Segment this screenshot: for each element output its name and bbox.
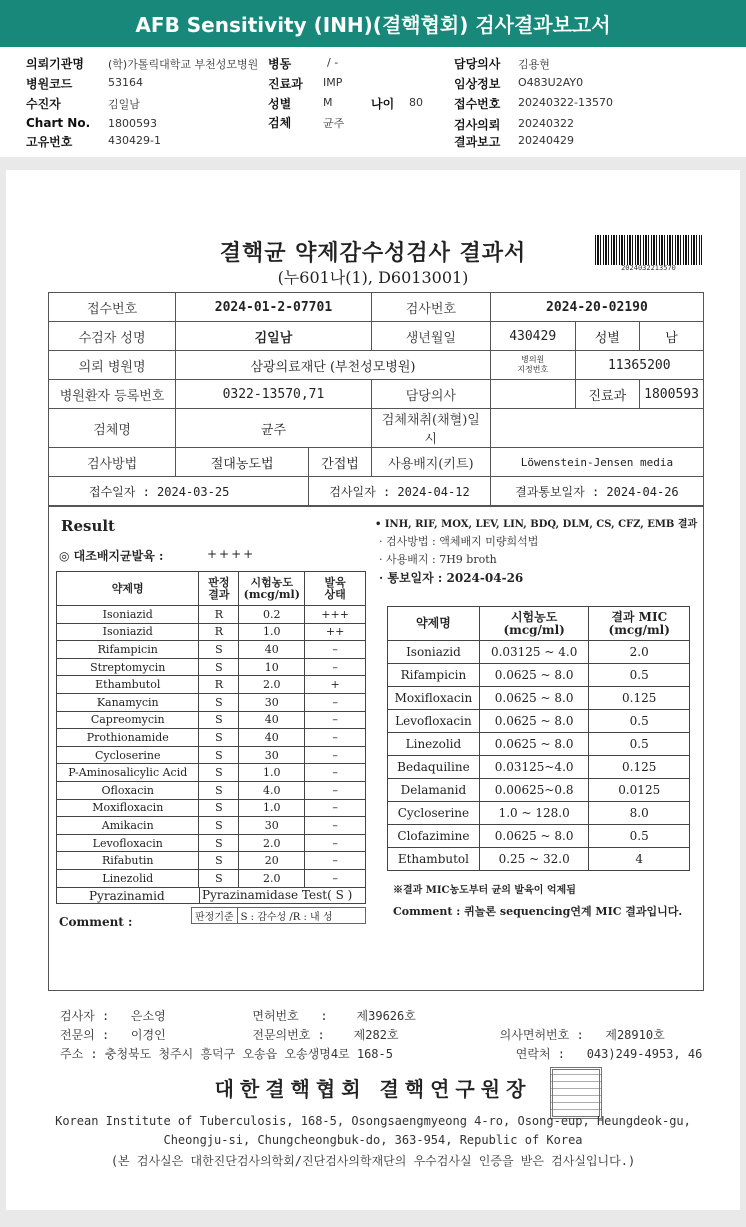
growth-status: – bbox=[305, 658, 366, 676]
header-value: (학)가톨릭대학교 부천성모병원 bbox=[108, 58, 259, 71]
hospital-name: 삼광의료재단 (부천성모병원) bbox=[176, 351, 491, 380]
header-value: 20240429 bbox=[518, 134, 574, 147]
drug-name: Amikacin bbox=[57, 817, 199, 835]
drug-row bbox=[57, 606, 366, 624]
mic-value: 2.0 bbox=[589, 641, 690, 664]
drug-name: Isoniazid bbox=[57, 606, 199, 624]
control-growth-label: ◎ 대조배지균발육 : bbox=[59, 549, 164, 563]
mic-row bbox=[388, 848, 690, 871]
drug-row bbox=[57, 746, 366, 764]
mic-value: 0.0125 bbox=[589, 779, 690, 802]
mic-medium: · 사용배지 : 7H9 broth bbox=[379, 553, 497, 566]
department-value: 1800593 bbox=[640, 380, 704, 409]
info-label: 병의원 지정번호 bbox=[490, 351, 575, 380]
drug-row bbox=[57, 658, 366, 676]
growth-status: ++ bbox=[305, 623, 366, 641]
mic-row bbox=[388, 779, 690, 802]
criteria-text: S : 감수성 /R : 내 성 bbox=[240, 912, 333, 923]
header-value: M bbox=[323, 96, 333, 109]
column-header: 판정 결과 bbox=[199, 572, 239, 606]
mic-value: 4 bbox=[589, 848, 690, 871]
criteria-box bbox=[191, 907, 366, 924]
doctor-value bbox=[490, 380, 575, 409]
drug-name: Moxifloxacin bbox=[388, 687, 480, 710]
judgement: S bbox=[199, 711, 239, 729]
drug-row bbox=[57, 869, 366, 887]
growth-status: – bbox=[305, 746, 366, 764]
header-label: 수진자 bbox=[26, 97, 61, 111]
drug-row bbox=[57, 676, 366, 694]
medium-value: Löwenstein-Jensen media bbox=[490, 448, 703, 477]
test-concentration: 30 bbox=[239, 693, 305, 711]
growth-status: – bbox=[305, 817, 366, 835]
info-label: 접수번호 bbox=[49, 293, 176, 322]
drug-name: Clofazimine bbox=[388, 825, 480, 848]
info-label: 의뢰 병원명 bbox=[49, 351, 176, 380]
mic-row bbox=[388, 664, 690, 687]
test-range: 0.00625~0.8 bbox=[479, 779, 589, 802]
judgement: S bbox=[199, 729, 239, 747]
header-label: 의뢰기관명 bbox=[26, 57, 84, 71]
judgement: S bbox=[199, 781, 239, 799]
control-growth-value: ++++ bbox=[207, 547, 256, 561]
drug-row bbox=[57, 852, 366, 870]
designated-number: 11365200 bbox=[575, 351, 703, 380]
drug-name: Levofloxacin bbox=[57, 834, 199, 852]
header-value: 430429-1 bbox=[108, 134, 161, 147]
header-label: 진료과 bbox=[268, 77, 303, 91]
drug-table-body bbox=[57, 606, 366, 888]
mic-footnote: ※결과 MIC농도부터 균의 발육이 억제됨 bbox=[393, 885, 576, 896]
test-concentration: 30 bbox=[239, 817, 305, 835]
growth-status: – bbox=[305, 711, 366, 729]
mic-value: 0.125 bbox=[589, 687, 690, 710]
header-value: / - bbox=[327, 56, 339, 69]
growth-status: – bbox=[305, 799, 366, 817]
test-concentration: 40 bbox=[239, 729, 305, 747]
criteria-label: 판정기준 bbox=[192, 908, 238, 923]
method-value: 절대농도법 bbox=[176, 448, 309, 477]
notify-date: 결과통보일자 : 2024-04-26 bbox=[490, 477, 703, 506]
test-date: 검사일자 : 2024-04-12 bbox=[309, 477, 491, 506]
barcode-number: 2024032213570 bbox=[621, 264, 676, 272]
test-range: 1.0 ~ 128.0 bbox=[479, 802, 589, 825]
header-value: 80 bbox=[409, 96, 423, 109]
drug-name: Capreomycin bbox=[57, 711, 199, 729]
drug-row bbox=[57, 641, 366, 659]
test-number: 2024-20-02190 bbox=[490, 293, 703, 322]
mic-value: 8.0 bbox=[589, 802, 690, 825]
pyrazinamid-row bbox=[56, 887, 366, 904]
english-address-2: Cheongju-si, Chungcheongbuk-do, 363-954, Republic of Korea bbox=[163, 1133, 583, 1147]
drug-name: Linezolid bbox=[388, 733, 480, 756]
method-value: 간접법 bbox=[309, 448, 372, 477]
mic-value: 0.5 bbox=[589, 733, 690, 756]
test-range: 0.03125 ~ 4.0 bbox=[479, 641, 589, 664]
institute-name: 대한결핵협회 결핵연구원장 bbox=[214, 1077, 532, 1101]
english-address-1: Korean Institute of Tuberculosis, 168-5, Osongsaengmyeong 4-ro, Osong-eup, Heungdeok-gu, bbox=[55, 1114, 691, 1128]
drug-name: Kanamycin bbox=[57, 693, 199, 711]
column-header: 약제명 bbox=[57, 572, 199, 606]
drug-name: Isoniazid bbox=[388, 641, 480, 664]
test-concentration: 20 bbox=[239, 852, 305, 870]
specialist-line: 전문의 : 이경인 전문의번호 : 제282호 의사면허번호 : 제28910호 bbox=[60, 1028, 665, 1042]
growth-status: – bbox=[305, 852, 366, 870]
drug-name: Streptomycin bbox=[57, 658, 199, 676]
comment-label: Comment : bbox=[59, 915, 133, 929]
drug-name: Delamanid bbox=[388, 779, 480, 802]
receipt-date: 접수일자 : 2024-03-25 bbox=[49, 477, 309, 506]
info-label: 검사번호 bbox=[371, 293, 490, 322]
info-label: 검체명 bbox=[49, 409, 176, 448]
header-value: IMP bbox=[323, 76, 343, 89]
pyrazinamidase-test: Pyrazinamidase Test( S ) bbox=[199, 888, 352, 903]
mic-value: 0.125 bbox=[589, 756, 690, 779]
growth-status: + bbox=[305, 676, 366, 694]
drug-name: Isoniazid bbox=[57, 623, 199, 641]
patient-name: 김일남 bbox=[176, 322, 372, 351]
info-label: 병원환자 등록번호 bbox=[49, 380, 176, 409]
judgement: S bbox=[199, 869, 239, 887]
header-label: 고유번호 bbox=[26, 135, 73, 149]
test-range: 0.0625 ~ 8.0 bbox=[479, 687, 589, 710]
mic-table-body bbox=[388, 641, 690, 871]
header-label: 담당의사 bbox=[454, 57, 501, 71]
certification-note: (본 검사실은 대한진단검사의학회/진단검사의학재단의 우수검사실 인증을 받은 검사실입니다.) bbox=[110, 1154, 636, 1168]
growth-status: +++ bbox=[305, 606, 366, 624]
info-label: 담당의사 bbox=[371, 380, 490, 409]
info-label: 수검자 성명 bbox=[49, 322, 176, 351]
official-seal bbox=[550, 1067, 602, 1119]
header-value: 1800593 bbox=[108, 117, 157, 130]
header-value: 20240322 bbox=[518, 117, 574, 130]
header-value: 김일남 bbox=[108, 98, 140, 111]
test-concentration: 30 bbox=[239, 746, 305, 764]
drug-row bbox=[57, 729, 366, 747]
inspector-line: 검사자 : 은소영 면허번호 : 제39626호 bbox=[60, 1009, 416, 1023]
test-range: 0.0625 ~ 8.0 bbox=[479, 664, 589, 687]
drug-name: Cycloserine bbox=[388, 802, 480, 825]
drug-name: Ethambutol bbox=[388, 848, 480, 871]
drug-row bbox=[57, 781, 366, 799]
test-range: 0.25 ~ 32.0 bbox=[479, 848, 589, 871]
header-label: 임상정보 bbox=[454, 77, 501, 91]
column-header: 약제명 bbox=[388, 607, 480, 641]
header-label: 병원코드 bbox=[26, 77, 73, 91]
specimen-value: 균주 bbox=[176, 409, 372, 448]
result-title: Result bbox=[61, 517, 115, 535]
growth-status: – bbox=[305, 869, 366, 887]
collection-datetime bbox=[490, 409, 703, 448]
document-subtitle: (누601나(1), D6013001) bbox=[277, 268, 469, 287]
drug-name: Linezolid bbox=[57, 869, 199, 887]
header-value: 균주 bbox=[323, 117, 345, 130]
judgement: S bbox=[199, 658, 239, 676]
info-label: 진료과 bbox=[575, 380, 640, 409]
growth-status: – bbox=[305, 693, 366, 711]
judgement: S bbox=[199, 834, 239, 852]
header-label: 병동 bbox=[268, 57, 292, 71]
mic-heading: • INH, RIF, MOX, LEV, LIN, BDQ, DLM, CS, CFZ, EMB 결과 bbox=[375, 519, 698, 530]
drug-name: Levofloxacin bbox=[388, 710, 480, 733]
growth-status: – bbox=[305, 729, 366, 747]
mic-value: 0.5 bbox=[589, 825, 690, 848]
judgement: S bbox=[199, 746, 239, 764]
mic-row bbox=[388, 733, 690, 756]
judgement: R bbox=[199, 606, 239, 624]
test-range: 0.0625 ~ 8.0 bbox=[479, 825, 589, 848]
address-line: 주소 : 충청북도 청주시 흥덕구 오송읍 오송생명4로 168-5 연락처 : 043)249-4953, 46 bbox=[60, 1047, 703, 1061]
mic-row bbox=[388, 710, 690, 733]
test-range: 0.0625 ~ 8.0 bbox=[479, 710, 589, 733]
test-concentration: 2.0 bbox=[239, 834, 305, 852]
mic-value: 0.5 bbox=[589, 664, 690, 687]
mic-row bbox=[388, 687, 690, 710]
drug-name: Rifampicin bbox=[388, 664, 480, 687]
growth-status: – bbox=[305, 781, 366, 799]
header-value: O483U2AY0 bbox=[518, 76, 584, 89]
mic-method: · 검사방법 : 액체배지 미량희석법 bbox=[379, 535, 539, 548]
drug-row bbox=[57, 693, 366, 711]
header-label: 성별 bbox=[268, 97, 292, 111]
test-concentration: 4.0 bbox=[239, 781, 305, 799]
growth-status: – bbox=[305, 834, 366, 852]
result-section bbox=[48, 506, 704, 991]
column-header: 시험농도 (mcg/ml) bbox=[239, 572, 305, 606]
info-label: 성별 bbox=[575, 322, 640, 351]
header-label: 검체 bbox=[268, 116, 292, 130]
header-label: Chart No. bbox=[26, 116, 91, 130]
drug-name: P-Aminosalicylic Acid bbox=[57, 764, 199, 782]
header-value: 김용현 bbox=[518, 58, 550, 71]
header-value: 20240322-13570 bbox=[518, 96, 613, 109]
header-label: 나이 bbox=[371, 97, 395, 111]
drug-name: Ethambutol bbox=[57, 676, 199, 694]
judgement: S bbox=[199, 799, 239, 817]
drug-row bbox=[57, 764, 366, 782]
report-banner-title: AFB Sensitivity (INH)(결핵협회) 검사결과보고서 bbox=[0, 0, 746, 47]
drug-name: Moxifloxacin bbox=[57, 799, 199, 817]
info-label: 검체채취(채혈)일시 bbox=[371, 409, 490, 448]
column-header: 결과 MIC (mcg/ml) bbox=[589, 607, 690, 641]
test-range: 0.0625 ~ 8.0 bbox=[479, 733, 589, 756]
judgement: S bbox=[199, 764, 239, 782]
test-concentration: 0.2 bbox=[239, 606, 305, 624]
mic-notify-date: · 통보일자 : 2024-04-26 bbox=[379, 571, 524, 585]
judgement: R bbox=[199, 676, 239, 694]
document-title: 결핵균 약제감수성검사 결과서 bbox=[219, 240, 527, 266]
drug-name: Bedaquiline bbox=[388, 756, 480, 779]
test-concentration: 1.0 bbox=[239, 764, 305, 782]
mic-comment: Comment : 퀴놀론 sequencing연계 MIC 결과입니다. bbox=[393, 905, 683, 918]
column-header: 시험농도 (mcg/ml) bbox=[479, 607, 589, 641]
report-header bbox=[0, 55, 746, 155]
judgement: S bbox=[199, 817, 239, 835]
drug-name: Prothionamide bbox=[57, 729, 199, 747]
mic-row bbox=[388, 825, 690, 848]
patient-info-table bbox=[48, 292, 704, 506]
test-concentration: 1.0 bbox=[239, 799, 305, 817]
growth-status: – bbox=[305, 764, 366, 782]
drug-name: Rifampicin bbox=[57, 641, 199, 659]
test-concentration: 10 bbox=[239, 658, 305, 676]
drug-row bbox=[57, 623, 366, 641]
column-header: 발육 상태 bbox=[305, 572, 366, 606]
drug-name: Cycloserine bbox=[57, 746, 199, 764]
receipt-number: 2024-01-2-07701 bbox=[176, 293, 372, 322]
info-label: 검사방법 bbox=[49, 448, 176, 477]
birth-date: 430429 bbox=[490, 322, 575, 351]
judgement: S bbox=[199, 693, 239, 711]
drug-row bbox=[57, 799, 366, 817]
drug-row bbox=[57, 817, 366, 835]
header-label: 결과보고 bbox=[454, 135, 501, 149]
info-label: 사용배지(키트) bbox=[371, 448, 490, 477]
test-concentration: 1.0 bbox=[239, 623, 305, 641]
test-concentration: 2.0 bbox=[239, 676, 305, 694]
mic-row bbox=[388, 641, 690, 664]
mic-row bbox=[388, 802, 690, 825]
drug-row bbox=[57, 711, 366, 729]
sex-value: 남 bbox=[640, 322, 704, 351]
growth-status: – bbox=[305, 641, 366, 659]
header-label: 검사의뢰 bbox=[454, 118, 501, 132]
test-concentration: 40 bbox=[239, 641, 305, 659]
judgement: R bbox=[199, 623, 239, 641]
drug-name: Ofloxacin bbox=[57, 781, 199, 799]
header-value: 53164 bbox=[108, 76, 143, 89]
judgement: S bbox=[199, 641, 239, 659]
header-label: 접수번호 bbox=[454, 97, 501, 111]
drug-row bbox=[57, 834, 366, 852]
judgement: S bbox=[199, 852, 239, 870]
registration-number: 0322-13570,71 bbox=[176, 380, 372, 409]
pyrazinamid-label: Pyrazinamid bbox=[89, 889, 165, 903]
drug-susceptibility-table bbox=[56, 571, 366, 888]
drug-name: Rifabutin bbox=[57, 852, 199, 870]
mic-result-table bbox=[387, 606, 690, 871]
info-label: 생년월일 bbox=[371, 322, 490, 351]
test-range: 0.03125~4.0 bbox=[479, 756, 589, 779]
barcode bbox=[595, 235, 702, 265]
mic-row bbox=[388, 756, 690, 779]
test-concentration: 40 bbox=[239, 711, 305, 729]
test-concentration: 2.0 bbox=[239, 869, 305, 887]
mic-value: 0.5 bbox=[589, 710, 690, 733]
